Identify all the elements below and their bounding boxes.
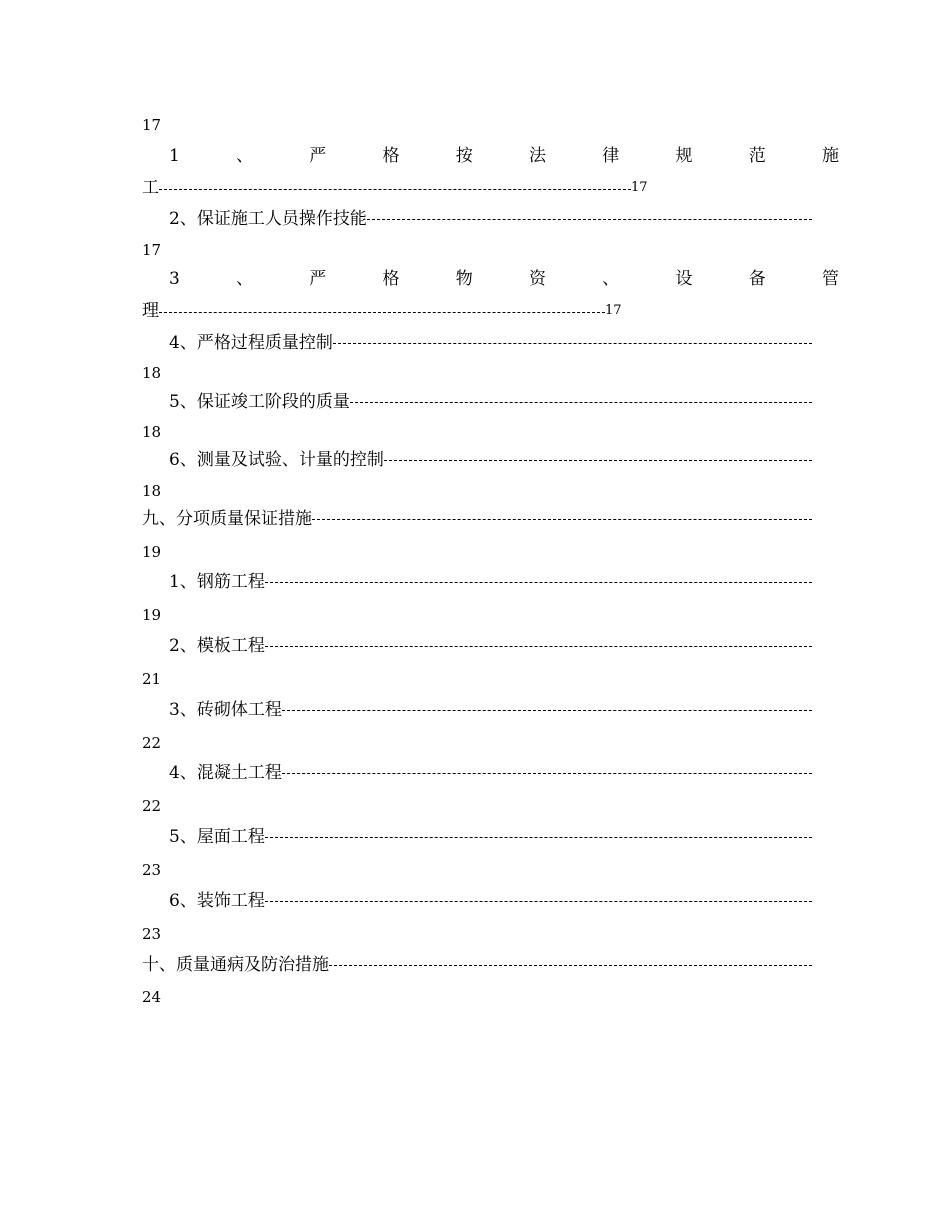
toc-entry-char: 物 bbox=[455, 269, 473, 289]
toc-entry-char: 严 bbox=[309, 269, 327, 289]
toc-leader-dots bbox=[282, 773, 812, 774]
toc-leader-dots bbox=[265, 646, 812, 647]
toc-leader-dots bbox=[159, 312, 605, 313]
toc-entry-8-2[interactable] bbox=[142, 207, 812, 231]
toc-entry-label: 6、装饰工程 bbox=[169, 891, 265, 911]
toc-entry-8-6[interactable] bbox=[142, 448, 812, 472]
toc-entry-char: 资 bbox=[529, 269, 546, 289]
toc-entry-char: 、 bbox=[602, 269, 620, 289]
toc-page-number: 22 bbox=[142, 797, 162, 815]
toc-leader-dots bbox=[265, 582, 812, 583]
toc-entry-char: 、 bbox=[236, 146, 254, 166]
toc-entry-9-4[interactable] bbox=[142, 761, 812, 785]
toc-entry-9-2[interactable] bbox=[142, 634, 812, 658]
toc-entry-label: 2、保证施工人员操作技能 bbox=[169, 209, 367, 229]
toc-leader-dots bbox=[265, 837, 812, 838]
toc-entry-char: 备 bbox=[748, 269, 766, 289]
toc-page-number: 18 bbox=[142, 364, 162, 382]
toc-leader-dots bbox=[312, 519, 812, 520]
toc-entry-char: 格 bbox=[382, 146, 400, 166]
toc-section-label: 十、质量通病及防治措施 bbox=[142, 955, 329, 975]
toc-entry-9-6[interactable] bbox=[142, 889, 812, 913]
toc-entry-label: 1、钢筋工程 bbox=[169, 572, 265, 592]
toc-entry-char: 施 bbox=[821, 146, 839, 166]
toc-entry-char: 、 bbox=[236, 269, 254, 289]
toc-leader-dots bbox=[384, 460, 812, 461]
toc-page-number: 21 bbox=[142, 670, 162, 688]
toc-leader-dots bbox=[159, 189, 631, 190]
toc-entry-8-3[interactable] bbox=[142, 267, 839, 291]
toc-entry-8-1[interactable] bbox=[142, 144, 839, 168]
toc-entry-char: 设 bbox=[675, 269, 693, 289]
toc-page-number: 19 bbox=[142, 543, 162, 561]
toc-entry-char: 法 bbox=[529, 146, 546, 166]
toc-entry-wrap-text: 工 bbox=[142, 178, 159, 198]
toc-entry-label: 2、模板工程 bbox=[169, 636, 265, 656]
toc-leader-dots bbox=[265, 901, 812, 902]
toc-entry-8-4[interactable] bbox=[142, 331, 812, 355]
toc-leader-dots bbox=[350, 402, 812, 403]
toc-entry-wrap-text: 理 bbox=[142, 301, 159, 321]
toc-page-number: 23 bbox=[142, 925, 162, 943]
toc-entry-char: 按 bbox=[455, 146, 473, 166]
toc-section-label: 九、分项质量保证措施 bbox=[142, 509, 312, 529]
toc-page-number: 19 bbox=[142, 606, 162, 624]
toc-leader-dots bbox=[367, 219, 812, 220]
toc-entry-9-3[interactable] bbox=[142, 698, 812, 722]
toc-entry-label: 5、保证竣工阶段的质量 bbox=[169, 392, 350, 412]
toc-entry-label: 4、混凝土工程 bbox=[169, 763, 282, 783]
toc-entry-label: 4、严格过程质量控制 bbox=[169, 333, 333, 353]
toc-page-number: 17 bbox=[605, 303, 622, 318]
toc-leader-dots bbox=[282, 710, 812, 711]
toc-page-number: 17 bbox=[631, 180, 648, 195]
toc-entry-label: 6、测量及试验、计量的控制 bbox=[169, 450, 384, 470]
toc-leader-dots bbox=[329, 965, 812, 966]
toc-entry-9-1[interactable] bbox=[142, 570, 812, 594]
toc-page-number: 18 bbox=[142, 482, 162, 500]
toc-page-number: 17 bbox=[142, 241, 162, 259]
toc-page-number: 18 bbox=[142, 423, 162, 441]
toc-section-9[interactable] bbox=[142, 507, 812, 531]
toc-page-number: 17 bbox=[142, 116, 162, 134]
toc-entry-char: 1 bbox=[169, 146, 180, 166]
toc-entry-char: 律 bbox=[602, 146, 620, 166]
toc-entry-char: 3 bbox=[169, 269, 180, 289]
toc-entry-label: 3、砖砌体工程 bbox=[169, 700, 282, 720]
toc-entry-label: 5、屋面工程 bbox=[169, 827, 265, 847]
toc-entry-8-1-wrap bbox=[142, 176, 812, 200]
toc-page-number: 24 bbox=[142, 988, 162, 1006]
toc-entry-char: 管 bbox=[821, 269, 839, 289]
toc-entry-char: 范 bbox=[748, 146, 766, 166]
toc-entry-char: 严 bbox=[309, 146, 327, 166]
toc-entry-9-5[interactable] bbox=[142, 825, 812, 849]
toc-page-number: 22 bbox=[142, 734, 162, 752]
toc-entry-8-3-wrap bbox=[142, 299, 812, 323]
toc-entry-8-5[interactable] bbox=[142, 390, 812, 414]
toc-page-number: 23 bbox=[142, 861, 162, 879]
toc-entry-char: 格 bbox=[382, 269, 400, 289]
toc-leader-dots bbox=[333, 343, 812, 344]
toc-entry-char: 规 bbox=[675, 146, 693, 166]
toc-section-10[interactable] bbox=[142, 953, 812, 977]
